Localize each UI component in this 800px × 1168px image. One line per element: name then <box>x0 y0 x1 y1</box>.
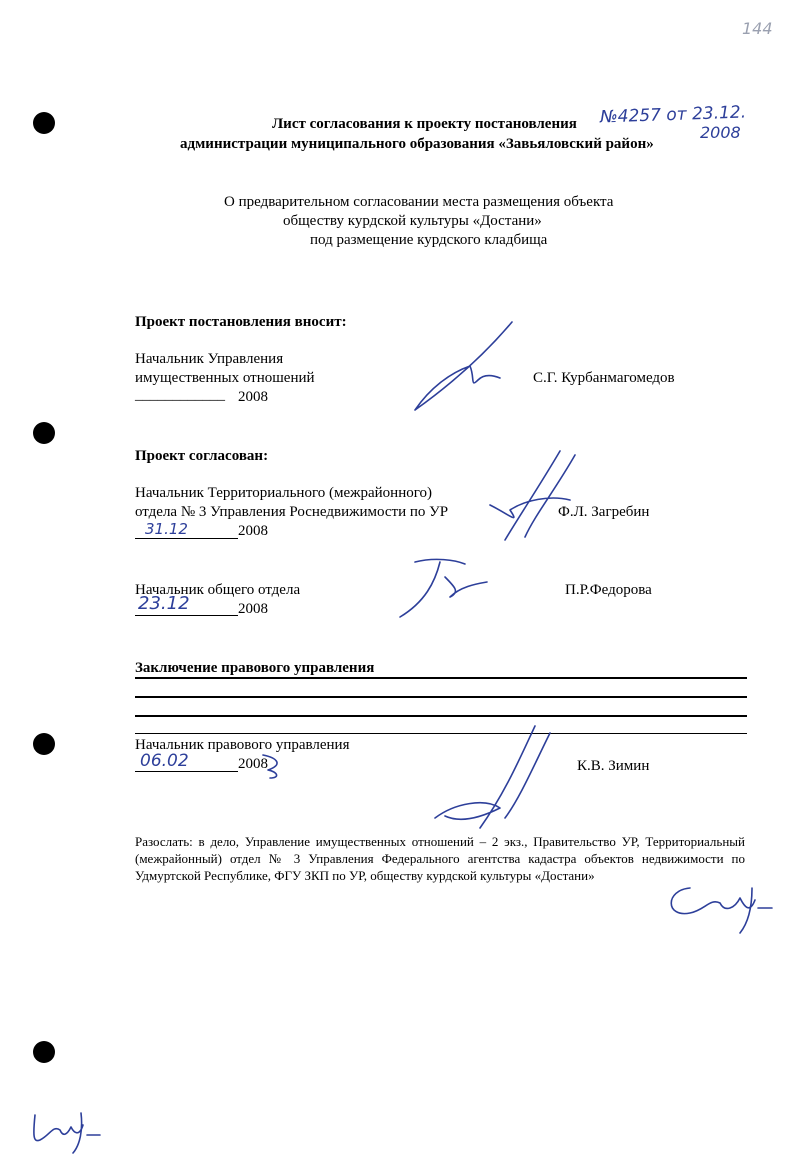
submitted-name: С.Г. Курбанмагомедов <box>533 370 675 386</box>
approved-first-year: 2008 <box>238 523 268 539</box>
submitted-heading: Проект постановления вносит: <box>135 314 347 330</box>
signature-scribble <box>258 750 288 780</box>
punch-hole <box>33 422 55 444</box>
subject-line-3: под размещение курдского кладбища <box>310 232 548 248</box>
approved-first-position-1: Начальник Территориального (межрайонного) <box>135 485 432 501</box>
submitted-position-1: Начальник Управления <box>135 351 284 367</box>
approved-first-name: Ф.Л. Загребин <box>558 504 650 520</box>
signature-bottom-right <box>660 878 780 938</box>
legal-year: 2008 <box>238 756 268 772</box>
date-underline <box>135 615 238 616</box>
handwritten-year: 2008 <box>700 123 741 142</box>
subject-line-1: О предварительном согласовании места размещения объекта <box>224 194 614 210</box>
signature-zimin <box>425 718 565 838</box>
header-line-1: Лист согласования к проекту постановления <box>272 116 577 132</box>
date-underline <box>135 771 238 772</box>
date-underline <box>135 538 238 539</box>
signature-bottom-left <box>25 1105 105 1155</box>
approved-second-year: 2008 <box>238 601 268 617</box>
signature-fedorova <box>395 552 495 622</box>
approved-first-date: 31.12 <box>145 520 188 538</box>
punch-hole <box>33 733 55 755</box>
punch-hole <box>33 1041 55 1063</box>
page-number: 144 <box>742 19 773 38</box>
handwritten-number: №4257 от 23.12. <box>599 102 747 128</box>
legal-position: Начальник правового управления <box>135 737 350 753</box>
legal-name: К.В. Зимин <box>577 758 650 774</box>
approved-first-position-2: отдела № 3 Управления Роснедвижимости по УР <box>135 504 449 520</box>
approved-heading: Проект согласован: <box>135 448 269 464</box>
submitted-year: 2008 <box>238 389 268 405</box>
legal-line <box>135 696 747 698</box>
legal-line <box>135 677 747 679</box>
submitted-position-2: имущественных отношений <box>135 370 315 386</box>
legal-line <box>135 715 747 717</box>
submitted-date-blank: ____________ <box>135 387 225 403</box>
approved-second-name: П.Р.Федорова <box>565 582 652 598</box>
subject-line-2: обществу курдской культуры «Достани» <box>283 213 542 229</box>
punch-hole <box>33 112 55 134</box>
header-line-2: администрации муниципального образования «Завьяловский район» <box>180 136 654 152</box>
legal-date: 06.02 <box>140 751 189 771</box>
approved-second-date: 23.12 <box>138 593 190 614</box>
approved-second-position: Начальник общего отдела <box>135 582 301 598</box>
signature-submitted <box>400 318 530 418</box>
legal-heading: Заключение правового управления <box>135 660 375 676</box>
signature-zagrebin <box>480 445 590 545</box>
distribution-list: Разослать: в дело, Управление имущественных отношений – 2 экз., Правительство УР, Территориальный (межрайонный) отдел № 3 Управления Федерального агентства кадастра объектов недвижимости по Удмуртской Республике, ФГУ ЗКП по УР, обществу курдской культуры «Достани» <box>135 834 745 883</box>
